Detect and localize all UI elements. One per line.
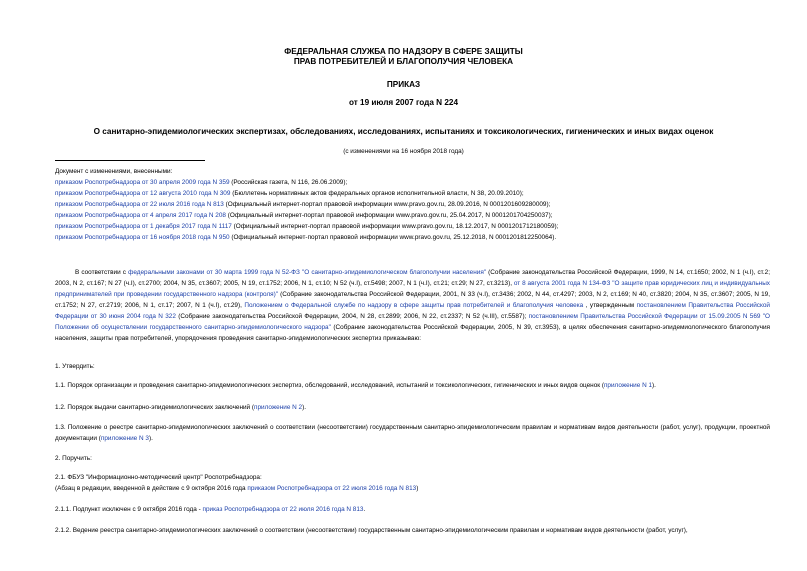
item-1-1: 1.1. Порядок организации и проведения санитарно-эпидемиологических экспертиз, обследований, исследований, испытаний и токсикологических, гигиенических и иных видов оценок (приложение N 1). <box>55 382 656 389</box>
list-item: приказом Роспотребнадзора от 12 августа 2010 года N 309 (Бюллетень нормативных актов федеральных органов исполнительной власти, N 38, 20.09.2010); <box>55 190 524 197</box>
order-type: ПРИКАЗ <box>386 80 421 89</box>
list-item: приказом Роспотребнадзора от 16 ноября 2018 года N 950 (Официальный интернет-портал правовой информации www.pravo.gov.ru, 25.12.2018, N 0001201812250064). <box>55 234 557 241</box>
list-item: приказом Роспотребнадзора от 30 апреля 2009 года N 359 (Российская газета, N 116, 26.06.2009); <box>55 179 348 186</box>
changes-intro: Документ с изменениями, внесенными: <box>55 168 173 175</box>
law-link[interactable]: федеральными законами от 30 марта 1999 года N 52-ФЗ "О санитарно-эпидемиологическом благополучии населения" <box>128 269 487 276</box>
amendment-link[interactable]: приказ Роспотребнадзора от 22 июля 2016 года N 813 <box>202 506 364 513</box>
resolution-link[interactable]: постановлением Правительства Российской Федерации от 15.09.2005 N 569 "О Положении об осуществлении государственного санитарно-эпидемиологического надзора" <box>55 313 771 331</box>
divider <box>55 160 205 161</box>
list-item: приказом Роспотребнадзора от 1 декабря 2017 года N 1117 (Официальный интернет-портал правовой информации www.pravo.gov.ru, 18.12.2017, N 0001201712180059); <box>55 223 559 230</box>
document-title: О санитарно-эпидемиологических экспертизах, обследованиях, исследованиях, испытаниях и токсикологических, гигиенических и иных видах оценок <box>93 127 714 136</box>
list-item: приказом Роспотребнадзора от 4 апреля 2017 года N 208 (Официальный интернет-портал правовой информации www.pravo.gov.ru, 25.04.2017, N 0001201704250037); <box>55 212 553 219</box>
item-2-1-2: 2.1.2. Ведение реестра санитарно-эпидемиологических заключений о соответствии (несоответствии) государственным санитарно-эпидемиологическим правилам и нормативам видов деятельности (работ, услуг), <box>55 527 688 534</box>
order-date: от 19 июля 2007 года N 224 <box>348 98 459 107</box>
appendix-link[interactable]: приложение N 3 <box>100 435 149 442</box>
item-1-3: 1.3. Положение о реестре санитарно-эпидемиологических заключений о соответствии (несоответствии) государственным санитарно-эпидемиологическим правилам и нормативам видов деятельности (работ, услуг), продукции, проектной документации (приложение N 3). <box>55 424 770 442</box>
item-2-1: 2.1. ФБУЗ "Информационно-методический центр" Роспотребнадзора: (Абзац в редакции, введенной в действие с 9 октября 2016 года приказом Роспотребнадзора от 22 июля 2016 года N 813) <box>55 472 770 494</box>
appendix-link[interactable]: приложение N 2 <box>254 404 303 411</box>
item-2: 2. Поручить: <box>55 455 92 462</box>
resolution-link[interactable]: постановлением Правительства Российской Федерации от 30 июня 2004 года N 322 <box>55 302 770 320</box>
amendment-link[interactable]: приказом Роспотребнадзора от 12 августа 2010 года N 309 <box>55 190 231 197</box>
list-item: приказом Роспотребнадзора от 22 июля 2016 года N 813 (Официальный интернет-портал правовой информации www.pravo.gov.ru, 28.09.2016, N 0001201609280009); <box>55 201 551 208</box>
org-line-2: ПРАВ ПОТРЕБИТЕЛЕЙ И БЛАГОПОЛУЧИЯ ЧЕЛОВЕКА <box>293 57 514 66</box>
changes-list <box>55 166 775 243</box>
item-1-2: 1.2. Порядок выдачи санитарно-эпидемиологических заключений (приложение N 2). <box>55 404 307 411</box>
amendment-link[interactable]: приказом Роспотребнадзора от 4 апреля 2017 года N 208 <box>55 212 226 219</box>
law-link[interactable]: от 8 августа 2001 года N 134-ФЗ "О защите прав юридических лиц и индивидуальных предпринимателей при проведении государственного надзора (контроля)" <box>55 280 770 298</box>
item-1: 1. Утвердить: <box>55 363 95 370</box>
appendix-link[interactable]: приложение N 1 <box>603 382 653 389</box>
item-2-1-1: 2.1.1. Подпункт исключен с 9 октября 2016 года - приказ Роспотребнадзора от 22 июля 2016 года N 813. <box>55 506 366 513</box>
regulation-link[interactable]: Положением о Федеральной службе по надзору в сфере защиты прав потребителей и благополучия человека <box>244 302 584 309</box>
edition-note-2-1: (Абзац в редакции, введенной в действие с 9 октября 2016 года приказом Роспотребнадзора от 22 июля 2016 года N 813) <box>55 485 419 492</box>
amendment-link[interactable]: приказом Роспотребнадзора от 1 декабря 2017 года N 1117 <box>55 223 232 230</box>
edition-note: (с изменениями на 16 ноября 2018 года) <box>343 148 464 155</box>
preamble-paragraph: В соответствии с федеральными законами от 30 марта 1999 года N 52-ФЗ "О санитарно-эпидемиологическом благополучии населения" (Собрание законодательства Российской Федерации, 1999, N 14, ст.1650; 2002, N 1 (ч.I), ст.2; 2003, N 2, ст.167; N 27 (ч.I), ст.2700; 2004, N 35, ст.3607; 2005, N 19, ст.1752; 2006, N 1, ст.10; N 52 (ч.I), ст.5498; 2007, N 1 (ч.I), ст.21; ст.29; N 27, ст.3213), от 8 августа 2001 года N 134-ФЗ "О защите прав юридических лиц и индивидуальных предпринимателей при проведении государственного надзора (контроля)" (Собрание законодательства Российской Федерации, 2001, N 33 (ч.I), ст.3436; 2002, N 44, ст.4297; 2003, N 2, ст.169; N 40, ст.3820; 2004, N 35, ст.3607; 2005, N 19, ст.1752; N 27, ст.2719; 2006, N 1, ст.17; 2007, N 1 (ч.I), ст.29), Положением о Федеральной службе по надзору в сфере защиты прав потребителей и благополучия человека , утвержденным постановлением Правительства Российской Федерации от 30 июня 2004 года N 322 (Собрание законодательства Российской Федерации, 2004, N 28, ст.2899; 2006, N 22, ст.2337; N 52 (ч.III), ст.5587); постановлением Правительства Российской Федерации от 15.09.2005 N 569 "О Положении об осуществлении государственного санитарно-эпидемиологического надзора" (Собрание законодательства Российской Федерации, 2005, N 39, ст.3953), в целях обеспечения санитарно-эпидемиологического благополучия населения, защиты прав потребителей, упорядочения проведения санитарно-эпидемиологических экспертиз приказываю: <box>55 269 771 342</box>
organization-name <box>0 47 807 67</box>
amendment-link[interactable]: приказом Роспотребнадзора от 22 июля 2016 года N 813 <box>247 485 417 492</box>
org-line-1: ФЕДЕРАЛЬНАЯ СЛУЖБА ПО НАДЗОРУ В СФЕРЕ ЗАЩИТЫ <box>284 47 523 56</box>
amendment-link[interactable]: приказом Роспотребнадзора от 22 июля 2016 года N 813 <box>55 201 224 208</box>
amendment-link[interactable]: приказом Роспотребнадзора от 16 ноября 2018 года N 950 <box>55 234 230 241</box>
amendment-link[interactable]: приказом Роспотребнадзора от 30 апреля 2009 года N 359 <box>55 179 230 186</box>
